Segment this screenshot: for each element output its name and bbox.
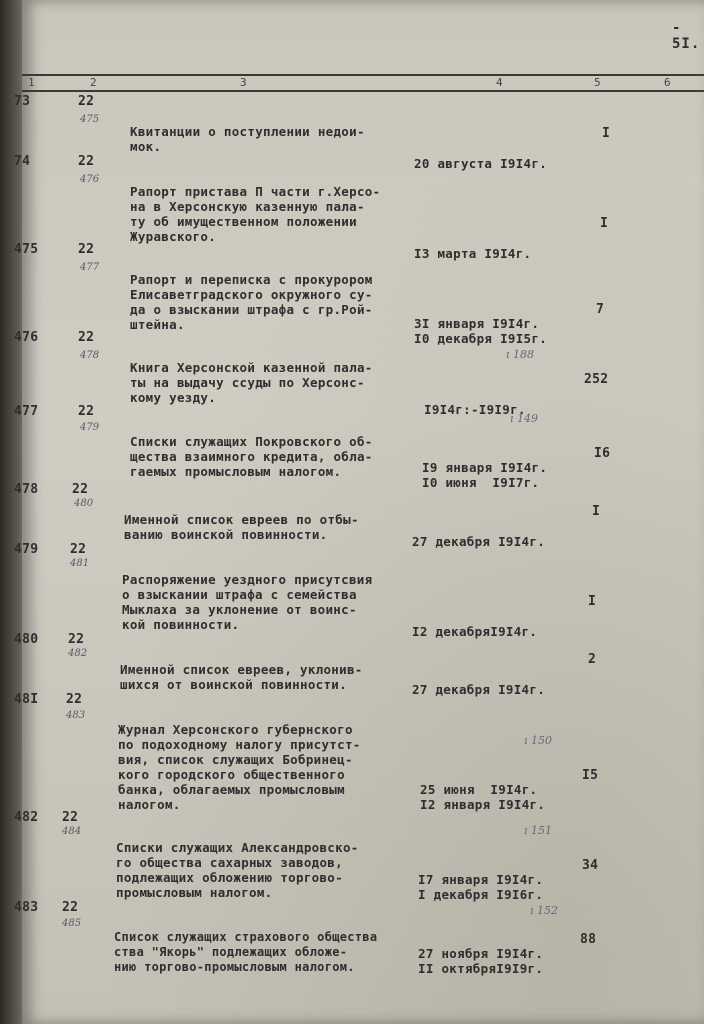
fund-number: 22 <box>66 692 83 707</box>
column-header-4: 4 <box>496 76 503 89</box>
document-title: Именной список евреев, уклонив- шихся от воинской повинности. <box>120 662 363 692</box>
date-range: I2 декабряI9I4г. <box>412 624 538 639</box>
document-page <box>14 0 704 1024</box>
handwritten-number: 484 <box>62 826 82 837</box>
document-title: Список служащих страхового общества ства "Якорь" подлежащих обложе- нию торгово-промысловым налогом. <box>114 930 378 974</box>
handwritten-number: 478 <box>80 350 100 361</box>
fund-number: 22 <box>78 242 95 257</box>
row-number: 477 <box>14 404 39 419</box>
pencil-note: ı 149 <box>510 412 539 425</box>
page-number: - 5I. <box>672 20 701 52</box>
fund-number: 22 <box>62 810 79 825</box>
handwritten-number: 479 <box>80 422 100 433</box>
column-header-5: 5 <box>594 76 601 89</box>
handwritten-number: 477 <box>80 262 100 273</box>
document-title: Именной список евреев по отбы- ванию воинской повинности. <box>124 512 359 542</box>
date-range: 27 декабря I9I4г. <box>412 682 546 697</box>
sheet-count: I6 <box>594 446 611 461</box>
row-number: 73 <box>14 94 31 109</box>
column-header-3: 3 <box>240 76 247 89</box>
date-range: I7 января I9I4г. I декабря I9I6г. <box>418 872 544 902</box>
header-rule-bottom <box>22 90 704 92</box>
handwritten-number: 476 <box>80 174 100 185</box>
sheet-count: I <box>588 594 597 609</box>
row-number: 482 <box>14 810 39 825</box>
document-title: Распоряжение уездного присутсвия о взыскании штрафа с семейства Мыклаха за уклонение от воинс- кой повинности. <box>122 572 373 632</box>
handwritten-number: 482 <box>68 648 88 659</box>
pencil-note: ı 152 <box>530 904 559 917</box>
row-number: 483 <box>14 900 39 915</box>
fund-number: 22 <box>78 94 95 109</box>
document-title: Рапорт и переписка с прокурором Елисаветградского окружного су- да о взыскании штрафа с гр.Рой- штейна. <box>130 272 373 332</box>
sheet-count: 252 <box>584 372 609 387</box>
column-header-6: 6 <box>664 76 671 89</box>
handwritten-number: 485 <box>62 918 82 929</box>
date-range: 3I января I9I4г. I0 декабря I9I5г. <box>414 316 548 346</box>
date-range: I9 января I9I4г. I0 июня I9I7г. <box>422 460 548 490</box>
pencil-note: ı 188 <box>506 348 535 361</box>
handwritten-number: 483 <box>66 710 86 721</box>
fund-number: 22 <box>78 404 95 419</box>
fund-number: 22 <box>78 330 95 345</box>
sheet-count: 34 <box>582 858 599 873</box>
date-range: 27 декабря I9I4г. <box>412 534 546 549</box>
row-number: 74 <box>14 154 31 169</box>
fund-number: 22 <box>62 900 79 915</box>
pencil-note: ı 151 <box>524 824 553 837</box>
handwritten-number: 480 <box>74 498 94 509</box>
date-range: 25 июня I9I4г. I2 января I9I4г. <box>420 782 546 812</box>
column-header-2: 2 <box>90 76 97 89</box>
sheet-count: I <box>602 126 611 141</box>
fund-number: 22 <box>70 542 87 557</box>
row-number: 475 <box>14 242 39 257</box>
row-number: 479 <box>14 542 39 557</box>
document-title: Списки служащих Покровского об- щества взаимного кредита, обла- гаемых промысловым налогом. <box>130 434 373 479</box>
header-rule-top <box>22 74 704 76</box>
fund-number: 22 <box>78 154 95 169</box>
pencil-note: ı 150 <box>524 734 553 747</box>
date-range: I9I4г:-I9I9г. <box>424 402 526 417</box>
handwritten-number: 481 <box>70 558 90 569</box>
document-title: Журнал Херсонского губернского по подоходному налогу присутст- вия, список служащих Бобринец- кого городского общественного банка, облагаемых промысловым налогом. <box>118 722 361 812</box>
date-range: I3 марта I9I4г. <box>414 246 532 261</box>
handwritten-number: 475 <box>80 114 100 125</box>
sheet-count: I5 <box>582 768 599 783</box>
sheet-count: 88 <box>580 932 597 947</box>
document-title: Списки служащих Александровско- го общества сахарных заводов, подлежащих обложению торгово- промысловым налогом. <box>116 840 359 900</box>
date-range: 27 ноября I9I4г. II октябряI9I9г. <box>418 946 544 976</box>
row-number: 476 <box>14 330 39 345</box>
sheet-count: I <box>592 504 601 519</box>
date-range: 20 августа I9I4г. <box>414 156 548 171</box>
fund-number: 22 <box>68 632 85 647</box>
row-number: 48I <box>14 692 39 707</box>
document-title: Квитанции о поступлении недои- мок. <box>130 124 365 154</box>
document-title: Книга Херсонской казенной пала- ты на выдачу ссуды по Херсонс- кому уезду. <box>130 360 373 405</box>
column-header-1: 1 <box>28 76 35 89</box>
sheet-count: I <box>600 216 609 231</box>
row-number: 478 <box>14 482 39 497</box>
sheet-count: 7 <box>596 302 605 317</box>
document-title: Рапорт пристава П части г.Херсо- на в Херсонскую казенную пала- ту об имущественном положении Журавского. <box>130 184 381 244</box>
row-number: 480 <box>14 632 39 647</box>
fund-number: 22 <box>72 482 89 497</box>
sheet-count: 2 <box>588 652 597 667</box>
